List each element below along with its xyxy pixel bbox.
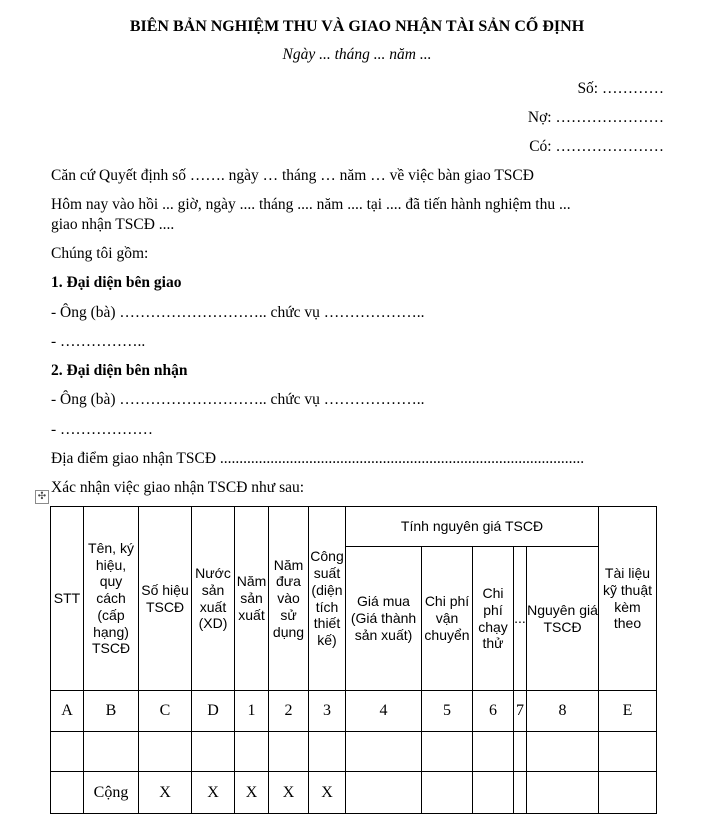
can-cu-line: Căn cứ Quyết định số ……. ngày … tháng … năm … về việc bàn giao TSCĐ: [51, 167, 534, 184]
xac-nhan-line: Xác nhận việc giao nhận TSCĐ như sau:: [51, 479, 305, 496]
header-tinh-nguyen-gia: Tính nguyên giá TSCĐ: [346, 507, 599, 547]
table-cell[interactable]: [309, 732, 346, 772]
code-cell: 2: [269, 691, 309, 732]
table-cell[interactable]: [473, 732, 514, 772]
total-cell: [51, 772, 84, 814]
table-cell[interactable]: [84, 732, 139, 772]
code-cell: 4: [346, 691, 422, 732]
code-cell: 7: [514, 691, 527, 732]
total-cell: [473, 772, 514, 814]
header-chi-phi-chay-thu: Chi phí chạy thử: [473, 547, 514, 691]
chung-toi-line: Chúng tôi gồm:: [51, 245, 149, 262]
table-move-handle-icon[interactable]: ✣: [35, 490, 49, 504]
table-cell[interactable]: [527, 732, 599, 772]
section-ben-nhan-heading: 2. Đại diện bên nhận: [51, 362, 188, 379]
no-field: Nợ: …………………: [527, 109, 664, 126]
table-cell[interactable]: [139, 732, 192, 772]
code-cell: 6: [473, 691, 514, 732]
header-cong-suat: Công suất (diện tích thiết kế): [309, 507, 346, 691]
hom-nay-line-2: giao nhận TSCĐ ....: [51, 216, 175, 233]
code-cell: D: [192, 691, 235, 732]
total-label: Cộng: [84, 772, 139, 814]
code-cell: E: [599, 691, 657, 732]
code-cell: 1: [235, 691, 269, 732]
document-title: BIÊN BẢN NGHIỆM THU VÀ GIAO NHẬN TÀI SẢN CỐ ĐỊNH: [129, 18, 585, 35]
section-ben-giao-heading: 1. Đại diện bên giao: [51, 274, 182, 291]
so-field: Số: …………: [577, 80, 664, 97]
total-cell: [422, 772, 473, 814]
total-cell: [346, 772, 422, 814]
ben-giao-dash: - ……………..: [51, 333, 146, 350]
table-cell[interactable]: [346, 732, 422, 772]
header-nguyen-gia: Nguyên giá TSCĐ: [527, 547, 599, 691]
ben-nhan-ong-ba: - Ông (bà) ……………………….. chức vụ ………………..: [51, 391, 425, 408]
code-cell: 5: [422, 691, 473, 732]
total-cell: X: [192, 772, 235, 814]
table-cell[interactable]: [192, 732, 235, 772]
code-cell: B: [84, 691, 139, 732]
total-cell: X: [235, 772, 269, 814]
total-row: [51, 772, 657, 814]
dia-diem-line: Địa điểm giao nhận TSCĐ ..............................................................................................: [51, 450, 585, 467]
total-cell: X: [139, 772, 192, 814]
header-gia-mua: Giá mua (Giá thành sản xuất): [346, 547, 422, 691]
table-cell[interactable]: [514, 732, 527, 772]
code-cell: C: [139, 691, 192, 732]
header-ten-ky-hieu: Tên, ký hiệu, quy cách (cấp hạng) TSCĐ: [84, 507, 139, 691]
code-cell: A: [51, 691, 84, 732]
asset-table: [50, 506, 657, 814]
header-chi-phi-van-chuyen: Chi phí vận chuyển: [422, 547, 473, 691]
total-cell: [514, 772, 527, 814]
header-nam-san-xuat: Năm sản xuất: [235, 507, 269, 691]
header-so-hieu: Số hiệu TSCĐ: [139, 507, 192, 691]
total-cell: [527, 772, 599, 814]
ben-giao-ong-ba: - Ông (bà) ……………………….. chức vụ ………………..: [51, 304, 425, 321]
table-cell[interactable]: [599, 732, 657, 772]
total-cell: [599, 772, 657, 814]
ben-nhan-dash: - ………………: [51, 421, 154, 438]
table-cell[interactable]: [235, 732, 269, 772]
code-row: [51, 691, 657, 732]
table-cell[interactable]: [51, 732, 84, 772]
hom-nay-line-1: Hôm nay vào hồi ... giờ, ngày .... tháng .... năm .... tại .... đã tiến hành nghiệm thu ...: [51, 196, 571, 213]
co-field: Có: …………………: [529, 138, 664, 155]
code-cell: 3: [309, 691, 346, 732]
total-cell: X: [269, 772, 309, 814]
header-ellipsis: ...: [514, 547, 527, 691]
header-nam-dua-vao-su-dung: Năm đưa vào sử dụng: [269, 507, 309, 691]
code-cell: 8: [527, 691, 599, 732]
table-cell[interactable]: [422, 732, 473, 772]
table-cell[interactable]: [269, 732, 309, 772]
header-stt: STT: [51, 507, 84, 691]
header-nuoc-san-xuat: Nước sản xuất (XD): [192, 507, 235, 691]
date-line: Ngày ... tháng ... năm ...: [282, 46, 432, 63]
header-tai-lieu: Tài liệu kỹ thuật kèm theo: [599, 507, 657, 691]
total-cell: X: [309, 772, 346, 814]
empty-data-row: [51, 732, 657, 772]
